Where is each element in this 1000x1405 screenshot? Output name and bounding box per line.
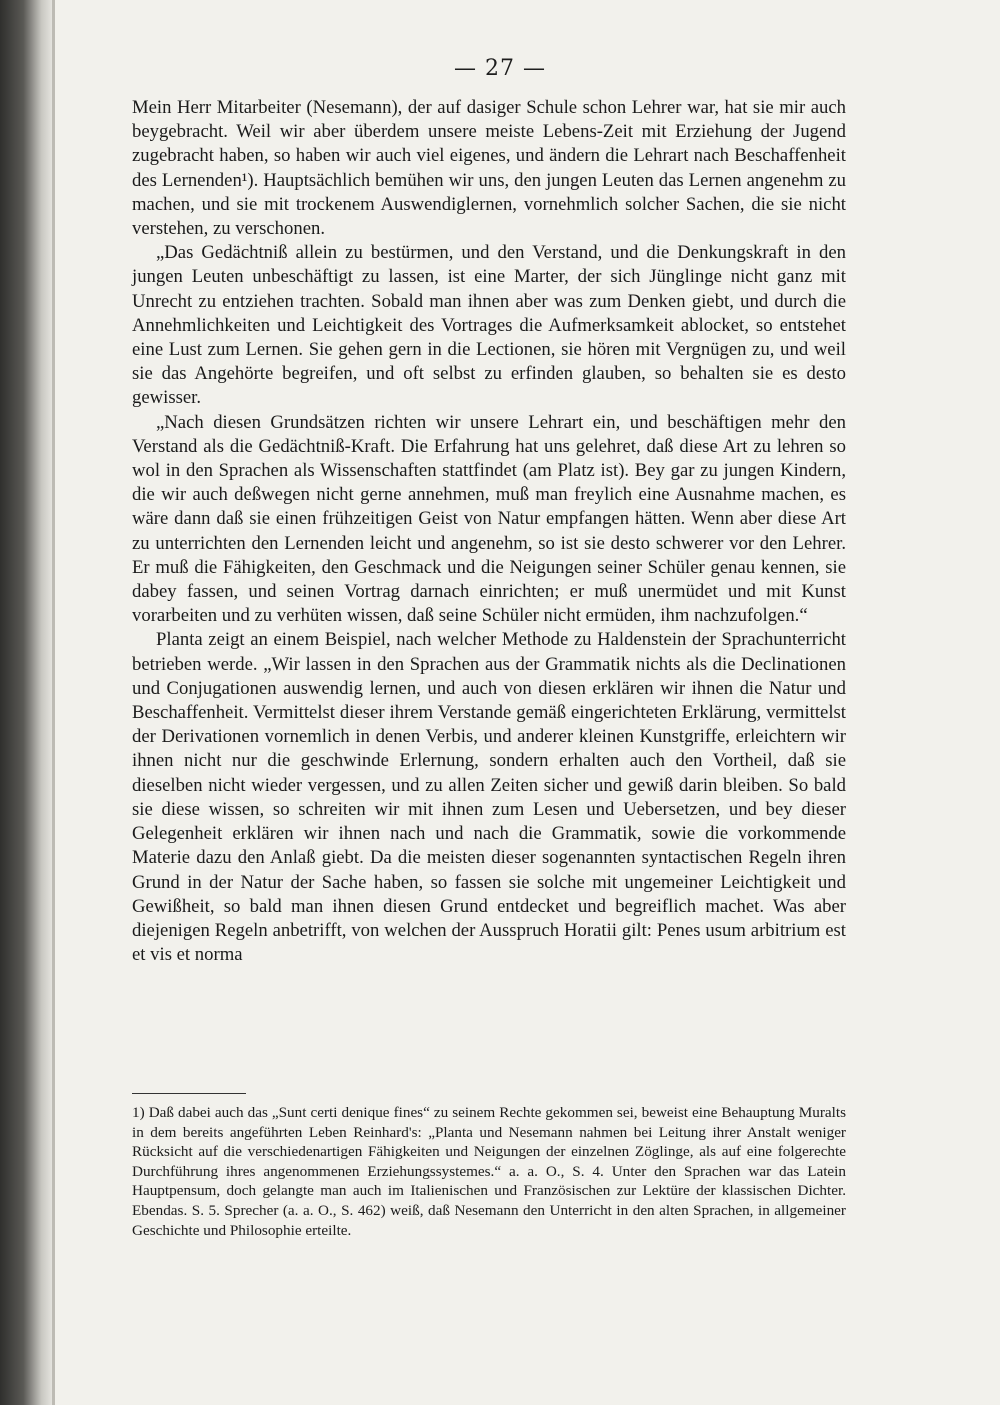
page-number: — 27 — [454,56,546,81]
paragraph: „Nach diesen Grundsätzen richten wir unsere Lehrart ein, und beschäftigen mehr den Verstand als die Gedächtniß-Kraft. Die Erfahrung hat uns gelehret, daß diese Art zu lehren so wol in den Sprachen als Wissenschaften stattfindet (am Platz ist). Bey gar zu jungen Kindern, die wir auch deßwegen nicht gerne annehmen, muß man freylich eine Ausnahme machen, es wäre dann daß sie einen frühzeitigen Geist von Natur empfangen hätten. Wenn aber diese Art zu unterrichten den Lernenden leicht und angenehm, so ist sie desto schwerer vor den Lehrer. Er muß die Fähigkeiten, den Geschmack und die Neigungen seiner Schüler genau kennen, sie dabey fassen, und seinen Vortrag darnach einrichten; er muß unermüdet und mit Kunst vorarbeiten und zu verhüten wissen, daß seine Schüler nicht ermüden, ihm nachzufolgen.“ [132,411,846,627]
main-text [132,96,846,967]
page-edge [52,0,55,1405]
paragraph: Mein Herr Mitarbeiter (Nesemann), der auf dasiger Schule schon Lehrer war, hat sie mir auch beygebracht. Weil wir aber überdem unsere meiste Lebens-Zeit mit Erziehung der Jugend zugebracht haben, so haben wir auch viel eigenes, und ändern die Lehrart nach Beschaffenheit des Lernenden¹). Hauptsächlich bemühen wir uns, den jungen Leuten das Lernen angenehm zu machen, und sie mit trockenem Auswendiglernen, vornehmlich solcher Sachen, die sie nicht verstehen, zu verschonen. [132,97,846,240]
footnote [132,1103,846,1240]
paragraph: „Das Gedächtniß allein zu bestürmen, und den Verstand, und die Denkungskraft in den jungen Leuten unbeschäftigt zu lassen, ist eine Marter, der sich Jünglinge nicht ganz mit Unrecht zu entziehen trachten. Sobald man ihnen aber was zum Denken giebt, und durch die Annehmlichkeiten und Leichtigkeit des Vortrages die Aufmerksamkeit ablocket, so entstehet eine Lust zum Lernen. Sie gehen gern in die Lectionen, sie hören mit Vergnügen zu, und weil sie das Angehörte begreifen, und oft selbst zu erfinden glauben, so behalten sie es desto gewisser. [132,242,846,409]
paragraph: Planta zeigt an einem Beispiel, nach welcher Methode zu Haldenstein der Sprachunterricht betrieben werde. „Wir lassen in den Sprachen aus der Grammatik nichts als die Declinationen und Conjugationen auswendig lernen, und auch von diesen erklären wir ihnen die Natur und Beschaffenheit. Vermittelst dieser ihrem Verstande gemäß eingerichteten Erklärung, vermittelst der Derivationen vornemlich in denen Verbis, und anderer kleinen Kunstgriffe, erleichtern wir ihnen nicht nur die geschwinde Erlernung, sondern erhalten auch den Vortheil, daß sie dieselben nicht wieder vergessen, und zu allen Zeiten sicher und gewiß darin bleiben. So bald sie diese wissen, so schreiten wir mit ihnen zum Lesen und Uebersetzen, und bey dieser Gelegenheit erklären wir ihnen nach und nach die Grammatik, sowie die vorkommende Materie dazu den Anlaß giebt. Da die meisten dieser sogenannten syntactischen Regeln ihren Grund in der Natur der Sache haben, so fassen sie solche mit ungemeiner Leichtigkeit und Gewißheit, so bald man ihnen diesen Grund entdecket und begreiflich machet. Was aber diejenigen Regeln anbetrifft, von welchen der Ausspruch Horatii gilt: Penes usum arbitrium est et vis et norma [132,629,846,966]
footnote-divider [132,1093,246,1094]
book-spine [0,0,52,1405]
footnote-text: Daß dabei auch das „Sunt certi denique fines“ zu seinem Rechte gekommen sei, beweist eine Behauptung Muralts in dem bereits angeführten Leben Reinhard's: „Planta und Nesemann nahmen bei Leitung ihrer Anstalt weniger Rücksicht auf die verschiedenartigen Fähigkeiten und Neigungen der einzelnen Zöglinge, als auf eine folgerechte Durchführung ihres angenommenen Erziehungssystemes.“ a. a. O., S. 4. Unter den Sprachen war das Latein Hauptpensum, doch gelangte man auch im Italienischen und Französischen zur Lektüre der klassischen Dichter. Ebendas. S. 5. Sprecher (a. a. O., S. 462) weiß, daß Nesemann den Unterricht in den alten Sprachen, in allgemeiner Geschichte und Philosophie erteilte. [132,1104,846,1239]
footnote-marker: 1) [132,1104,145,1121]
